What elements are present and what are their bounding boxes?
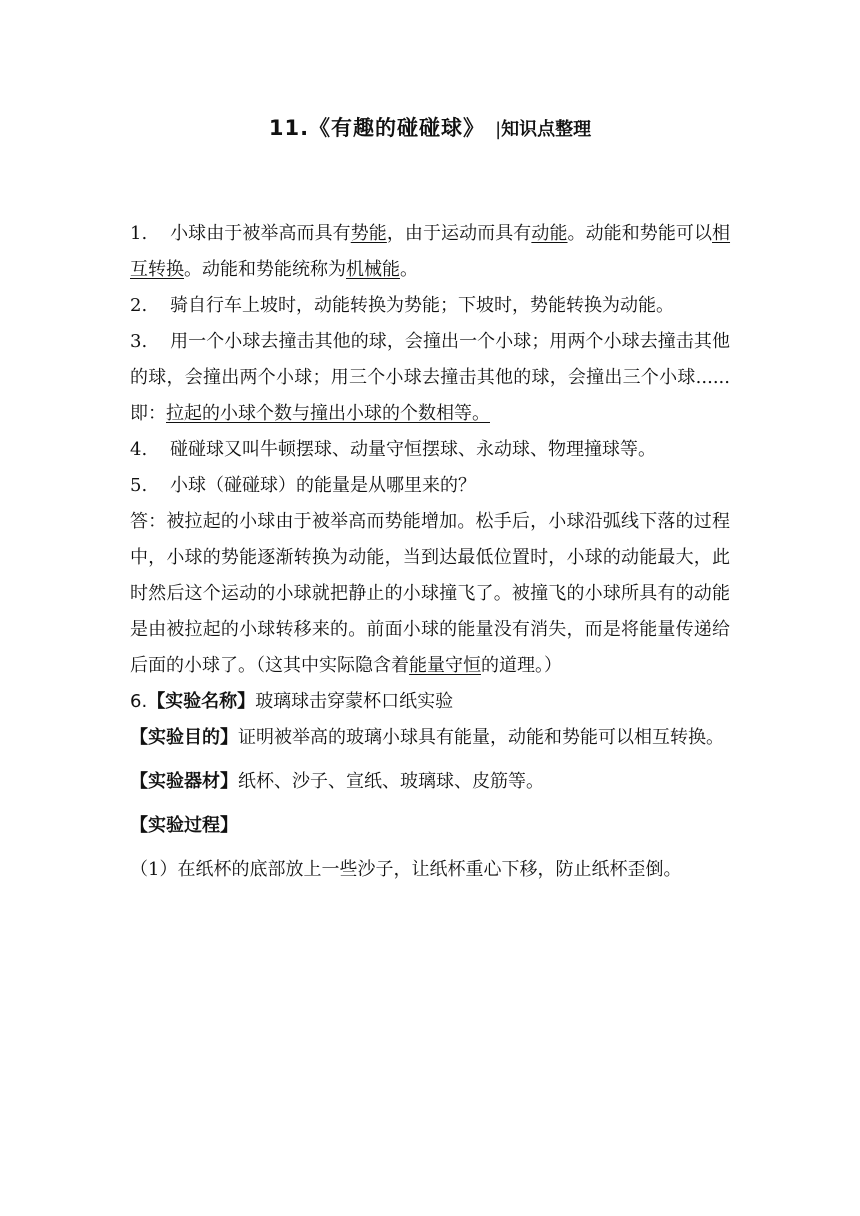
experiment-step-text: （1）在纸杯的底部放上一些沙子，让纸杯重心下移，防止纸杯歪倒。 [130,859,682,880]
experiment-purpose-label: 【实验目的】 [130,727,238,748]
underlined-term: 势能 [350,223,387,244]
item-text: 。动能和势能统称为 [184,259,346,280]
item-text: 。动能和势能可以 [567,223,713,244]
item-number: 5. [130,475,148,496]
experiment-purpose-text: 证明被举高的玻璃小球具有能量，动能和势能可以相互转换。 [238,727,724,748]
item-3 [130,324,730,432]
item-text: ，由于运动而具有 [386,223,532,244]
experiment-materials [130,764,730,800]
experiment-step-1 [130,852,730,888]
item-text: 用一个小球去撞击其他的球，会撞出一个小球；用两个小球去撞击其他的球，会撞出两个小球；用三个小球去撞击其他的球，会撞出三个小球......即： [130,331,730,424]
answer-tail: 的道理。） [481,655,562,676]
answer-paragraph [130,504,730,684]
item-text: 碰碰球又叫牛顿摆球、动量守恒摆球、永动球、物理撞球等。 [170,439,656,460]
item-number: 3. [130,331,148,352]
experiment-process-label: 【实验过程】 [130,815,238,836]
experiment-materials-label: 【实验器材】 [130,771,238,792]
underlined-term: 能量守恒 [409,655,481,676]
item-2 [130,288,730,324]
item-text: 骑自行车上坡时，动能转换为势能；下坡时，势能转换为动能。 [170,295,674,316]
item-number: 6. [130,691,148,712]
answer-text: 答：被拉起的小球由于被举高而势能增加。松手后，小球沿弧线下落的过程中，小球的势能逐渐转换为动能，当到达最低位置时，小球的动能最大，此时然后这个运动的小球就把静止的小球撞飞了。被撞飞的小球所具有的动能是由被拉起的小球转移来的。前面小球的能量没有消失，而是将能量传递给后面的小球了。（这其中实际隐含着 [130,511,730,676]
item-number: 2. [130,295,148,316]
experiment-name-label: 【实验名称】 [147,691,256,712]
item-5 [130,468,730,504]
experiment-process [130,808,730,844]
item-text: 小球由于被举高而具有 [170,223,351,244]
title-main: 11.《有趣的碰碰球》 [268,116,486,140]
experiment-materials-text: 纸杯、沙子、宣纸、玻璃球、皮筋等。 [238,771,544,792]
underlined-term: 动能 [531,223,568,244]
underlined-term: 相互转换 [130,223,731,280]
item-text: 小球（碰碰球）的能量是从哪里来的？ [170,475,476,496]
item-number: 1. [130,223,148,244]
experiment-purpose [130,720,730,756]
item-6 [130,684,730,720]
document-body [130,216,730,888]
underlined-term: 机械能 [346,259,400,280]
item-number: 4. [130,439,148,460]
title-subtitle: 知识点整理 [501,119,592,140]
item-text: 。 [400,259,418,280]
underlined-conclusion: 拉起的小球个数与撞出小球的个数相等。 [166,403,490,424]
item-1 [130,216,730,288]
page-title [0,112,860,142]
experiment-name: 玻璃球击穿蒙杯口纸实验 [255,691,454,712]
item-4 [130,432,730,468]
title-separator: | [495,119,502,140]
